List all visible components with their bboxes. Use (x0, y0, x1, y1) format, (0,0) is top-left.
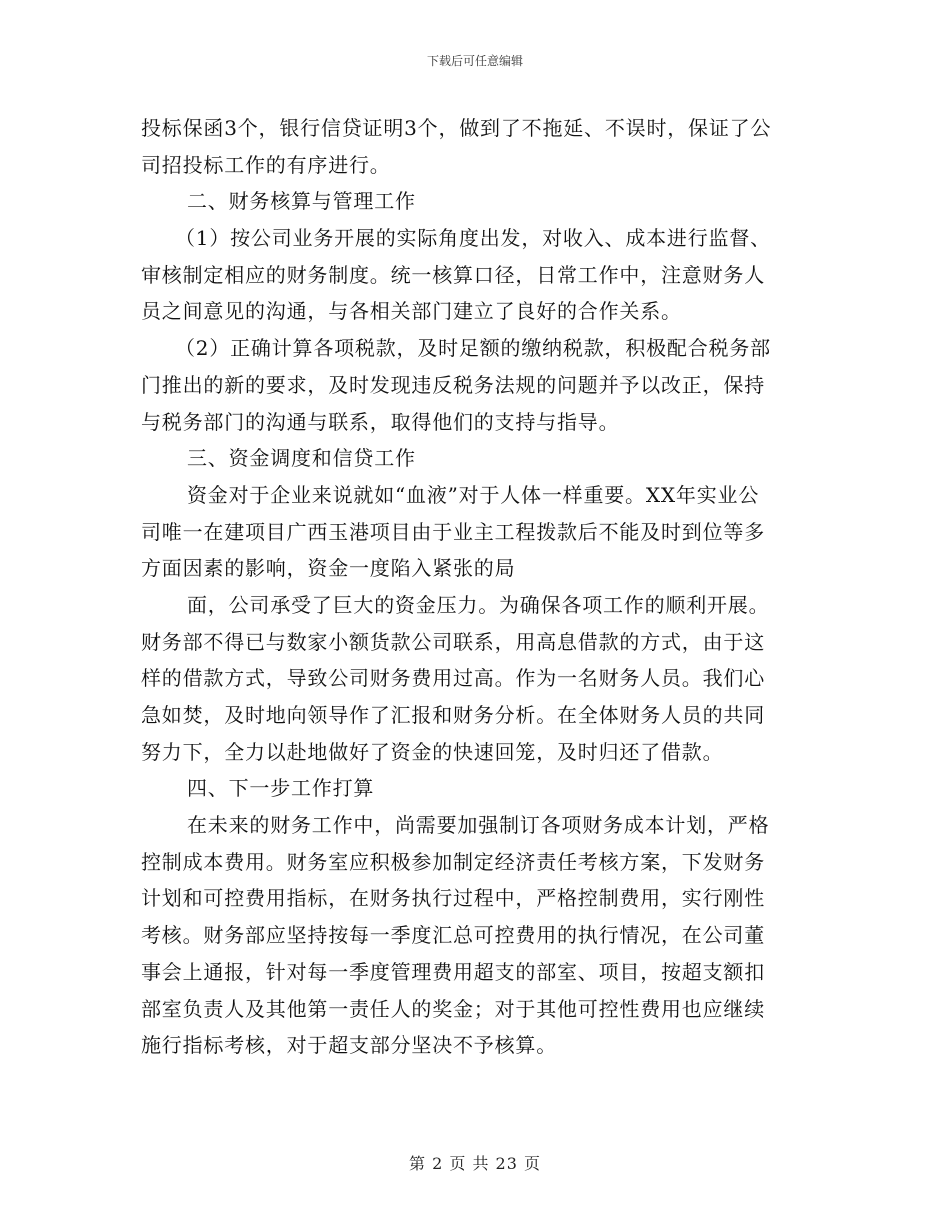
body-line: 控制成本费用。财务室应积极参加制定经济责任考核方案，下发财务 (141, 849, 765, 874)
section-heading: 三、资金调度和信贷工作 (187, 446, 416, 471)
document-body (141, 110, 811, 1064)
body-line: 部室负责人及其他第一责任人的奖金；对于其他可控性费用也应继续 (141, 996, 765, 1021)
body-line: 投标保函3个，银行信贷证明3个，做到了不拖延、不误时，保证了公 (141, 116, 772, 140)
body-line: 样的借款方式，导致公司财务费用过高。作为一名财务人员。我们心 (141, 666, 765, 691)
section-heading: 二、财务核算与管理工作 (187, 189, 416, 214)
body-line: 施行指标考核，对于超支部分坚决不予核算。 (141, 1033, 557, 1058)
section-heading: 四、下一步工作打算 (187, 776, 375, 801)
body-line: 面，公司承受了巨大的资金压力。为确保各项工作的顺利开展。 (187, 592, 770, 617)
body-line: 计划和可控费用指标，在财务执行过程中，严格控制费用，实行刚性 (141, 886, 765, 911)
body-line: （1）按公司业务开展的实际角度出发，对收入、成本进行监督、 (175, 226, 771, 251)
page-header-note: 下载后可任意编辑 (426, 54, 523, 68)
body-line: 资金对于企业来说就如“血液”对于人体一样重要。XX年实业公 (187, 482, 760, 507)
body-line: 努力下，全力以赴地做好了资金的快速回笼，及时归还了借款。 (141, 739, 724, 764)
body-line: （2）正确计算各项税款，及时足额的缴纳税款，积极配合税务部 (175, 336, 771, 361)
body-line: 考核。财务部应坚持按每一季度汇总可控费用的执行情况，在公司董 (141, 923, 765, 948)
body-line: 方面因素的影响，资金一度陷入紧张的局 (141, 556, 516, 581)
body-line: 司招投标工作的有序进行。 (141, 152, 391, 177)
body-line: 员之间意见的沟通，与各相关部门建立了良好的合作关系。 (141, 299, 682, 324)
body-line: 门推出的新的要求，及时发现违反税务法规的问题并予以改正，保持 (141, 372, 765, 397)
page-number-footer: 第 2 页 共 23 页 (409, 1154, 541, 1173)
body-line: 急如焚，及时地向领导作了汇报和财务分析。在全体财务人员的共同 (141, 703, 765, 727)
body-line: 财务部不得已与数家小额货款公司联系，用高息借款的方式，由于这 (141, 629, 765, 654)
body-line: 司唯一在建项目广西玉港项目由于业主工程拨款后不能及时到位等多 (141, 519, 765, 544)
body-line: 与税务部门的沟通与联系，取得他们的支持与指导。 (141, 409, 620, 434)
body-line: 在未来的财务工作中，尚需要加强制订各项财务成本计划，严格 (187, 813, 770, 838)
body-line: 事会上通报，针对每一季度管理费用超支的部室、项目，按超支额扣 (141, 959, 765, 984)
body-line: 审核制定相应的财务制度。统一核算口径，日常工作中，注意财务人 (141, 262, 765, 287)
